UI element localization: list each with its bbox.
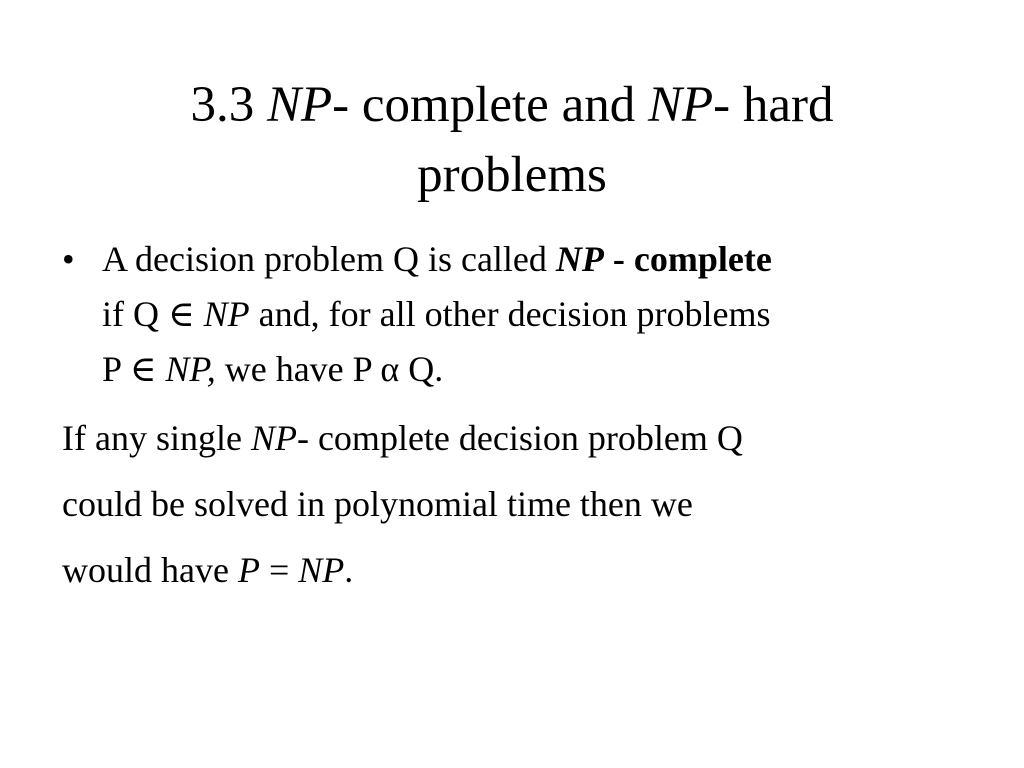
element-of-symbol: ∈ — [168, 294, 195, 334]
bullet-l1-complete: - complete — [603, 239, 772, 279]
bullet-icon: • — [62, 239, 75, 279]
bullet-list — [62, 232, 962, 397]
title-line-2: problems — [417, 147, 607, 203]
para-l3-np: NP — [298, 550, 345, 590]
element-of-symbol: ∈ — [129, 349, 157, 389]
bullet-l3-text-b: we have P — [215, 349, 381, 389]
bullet-l3-text-c: Q. — [399, 349, 444, 389]
bullet-line-1 — [102, 232, 962, 287]
title-prefix: 3.3 — [190, 77, 267, 133]
bullet-l1-np: NP — [555, 239, 604, 279]
equals-symbol: = — [259, 550, 299, 590]
bullet-l3-np: NP, — [156, 349, 216, 389]
title-line-1 — [60, 70, 964, 140]
conclusion-paragraph — [62, 405, 962, 603]
para-line-3 — [62, 537, 962, 603]
bullet-l2-text-a: if Q — [102, 294, 168, 334]
para-l1-np: NP — [250, 418, 297, 458]
bullet-item-definition — [62, 232, 962, 397]
alpha-symbol: α — [380, 349, 400, 389]
para-l1-text-b: - complete decision problem Q — [296, 418, 743, 458]
bullet-l2-text-b: and, for all other decision problems — [249, 294, 771, 334]
title-np-2: NP — [647, 77, 714, 133]
slide-title — [60, 70, 964, 210]
bullet-l3-text-a: P — [102, 349, 130, 389]
para-line-1 — [62, 405, 962, 471]
bullet-line-3 — [102, 342, 962, 397]
title-suffix: - hard — [713, 77, 834, 133]
bullet-l2-np: NP — [194, 294, 250, 334]
bullet-l1-text: A decision problem Q is called — [102, 239, 556, 279]
para-l1-text-a: If any single — [62, 418, 251, 458]
para-l3-p: P — [237, 550, 260, 590]
para-l3-text-a: would have — [62, 550, 238, 590]
para-l3-period: . — [344, 550, 354, 590]
title-mid: - complete and — [332, 77, 648, 133]
title-np-1: NP — [267, 77, 333, 133]
bullet-line-2 — [102, 287, 962, 342]
para-line-2: could be solved in polynomial time then we — [62, 484, 693, 524]
